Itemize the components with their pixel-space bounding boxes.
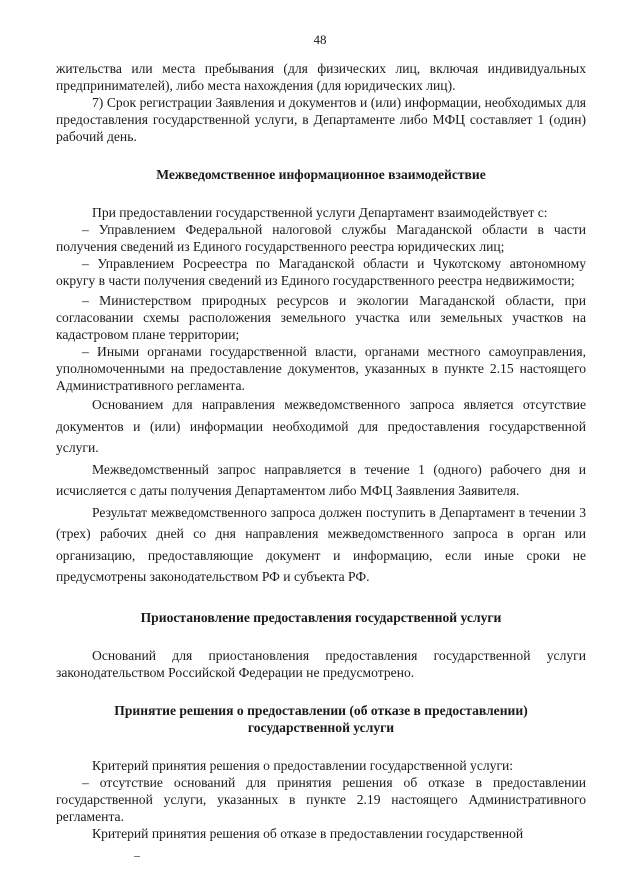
paragraph-residence: жительства или места пребывания (для физических лиц, включая индивидуальных предпринимателей), либо места нахождения (для юридических лиц). <box>56 61 586 93</box>
interaction-item-tax: – Управлением Федеральной налоговой службы Магаданской области в части получения сведений из Единого государственного реестра юридических лиц; <box>56 222 586 254</box>
document-body <box>56 60 586 842</box>
interaction-item-ministry: – Министерством природных ресурсов и экологии Магаданской области, при согласовании схемы расположения земельного участка или земельных участков на кадастровом плане территории; <box>56 293 586 342</box>
decision-item: – отсутствие оснований для принятия решения об отказе в предоставлении государственной услуги, указанных в пункте 2.19 настоящего Административного регламента. <box>56 774 586 824</box>
section-heading-suspension: Приостановление предоставления государственной услуги <box>140 609 502 625</box>
decision-intro: Критерий принятия решения о предоставлении государственной услуги: <box>92 757 514 773</box>
page-number: 48 <box>313 32 327 47</box>
interaction-item-other-bodies: – Иными органами государственной власти, органами местного самоуправления, уполномоченными на предоставление документов, указанных в пункте 2.15 настоящего Административного регламента. <box>56 344 586 393</box>
section-heading-decision <box>56 702 586 736</box>
scan-mark <box>134 856 140 857</box>
paragraph-request-result: Результат межведомственного запроса должен поступить в Департамент в течении 3 (трех) рабочих дней со дня направления межведомственного запроса в орган или организацию, предоставляющие документ и информацию, если иные сроки не предусмотрены законодательством РФ и субъекта РФ. <box>56 504 586 584</box>
paragraph-request-term: Межведомственный запрос направляется в течение 1 (одного) рабочего дня и исчисляется с даты получения Департаментом либо МФЦ Заявления Заявителя. <box>56 461 586 498</box>
section-heading-decision-line1: Принятие решения о предоставлении (об отказе в предоставлении) <box>114 702 528 718</box>
section-heading-interaction: Межведомственное информационное взаимодействие <box>156 167 486 182</box>
section-heading-decision-line2: государственной услуги <box>247 719 395 735</box>
decision-refusal-criterion: Критерий принятия решения об отказе в предоставлении государственной <box>92 825 524 841</box>
interaction-intro: При предоставлении государственной услуги Департамент взаимодействует с: <box>92 205 548 220</box>
interaction-item-rosreestr: – Управлением Росреестра по Магаданской области и Чукотскому автономному округу в части получения сведений из Единого государственного реестра недвижимости; <box>56 256 586 288</box>
paragraph-suspension: Оснований для приостановления предоставления государственной услуги законодательством Российской Федерации не предусмотрено. <box>56 647 586 680</box>
paragraph-request-basis: Основанием для направления межведомственного запроса является отсутствие документов и (или) информации необходимой для предоставления государственной услуги. <box>56 397 586 455</box>
paragraph-registration-term: 7) Срок регистрации Заявления и документов и (или) информации, необходимых для предоставления государственной услуги, в Департаменте либо МФЦ составляет 1 (один) рабочий день. <box>56 95 586 144</box>
